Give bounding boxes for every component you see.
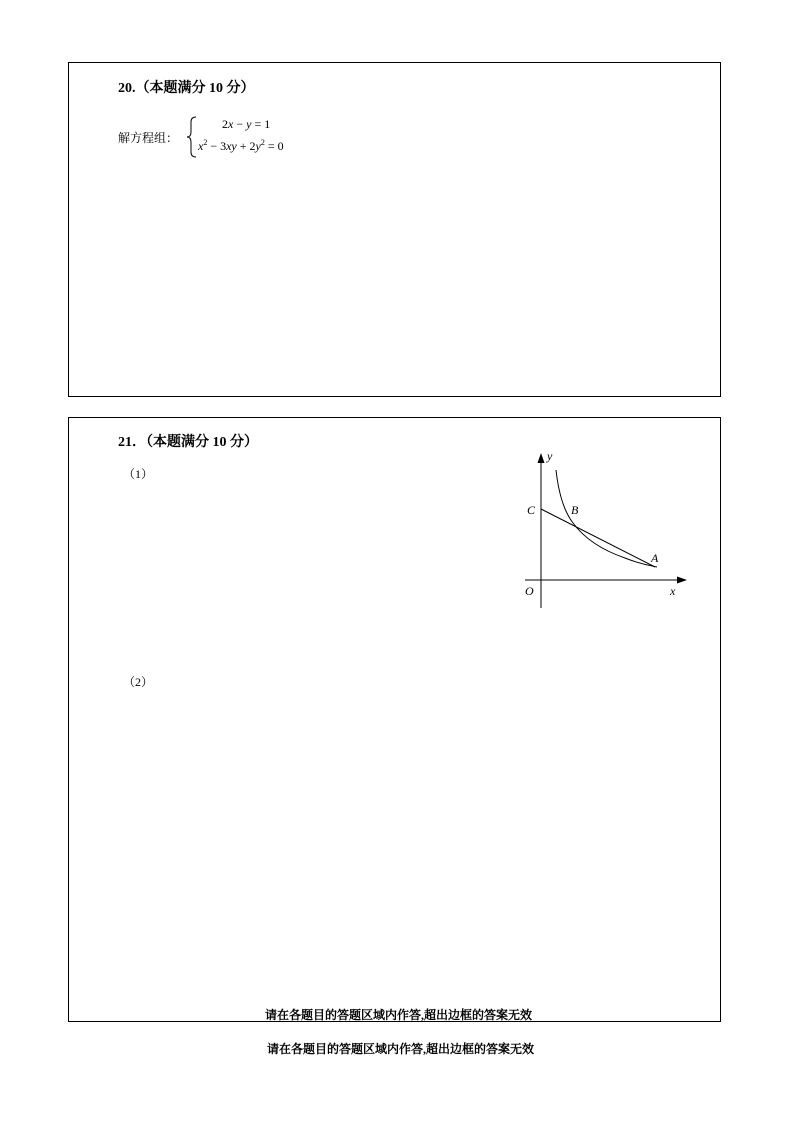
q20-prompt: 解方程组： [118, 131, 179, 145]
curve [556, 470, 657, 567]
line-ca [541, 509, 655, 567]
q21-figure [515, 448, 695, 613]
q20-answer-box [68, 62, 721, 397]
eq2-mid1: − 3 [207, 139, 227, 153]
eq2-y: y [255, 139, 261, 153]
eq2-mid2: + 2 [236, 139, 256, 153]
q20-equation-1 [222, 117, 270, 132]
notice-inside-box: 请在各题目的答题区域内作答,超出边框的答案无效 [265, 1008, 533, 1022]
label-c: C [527, 503, 536, 517]
left-brace-icon [186, 116, 198, 158]
x-axis-arrow-icon [677, 577, 687, 584]
q21-part2-label: （2） [123, 675, 154, 689]
eq1-minus: − [233, 117, 247, 131]
label-a: A [651, 551, 659, 565]
q21-part1-label: （1） [123, 467, 154, 481]
eq1-rest: = 1 [251, 117, 271, 131]
eq2-xy: xy [226, 139, 237, 153]
eq2-exp2: 2 [260, 138, 265, 147]
label-y: y [547, 449, 553, 463]
notice-below-box: 请在各题目的答题区域内作答,超出边框的答案无效 [267, 1042, 535, 1056]
eq1-y: y [246, 117, 252, 131]
q21-title: 21．（本题满分 10 分） [118, 435, 258, 450]
q20-equation-2 [198, 138, 284, 154]
eq1-x: x [228, 117, 234, 131]
q20-title: 20.（本题满分 10 分） [118, 81, 255, 96]
label-b: B [571, 503, 579, 517]
y-axis-arrow-icon [538, 453, 545, 463]
eq2-rest: = 0 [264, 139, 284, 153]
eq2-exp1: 2 [203, 138, 208, 147]
label-o: O [525, 584, 534, 598]
eq1-coef: 2 [222, 117, 228, 131]
label-x: x [670, 584, 676, 598]
eq2-x: x [198, 139, 204, 153]
